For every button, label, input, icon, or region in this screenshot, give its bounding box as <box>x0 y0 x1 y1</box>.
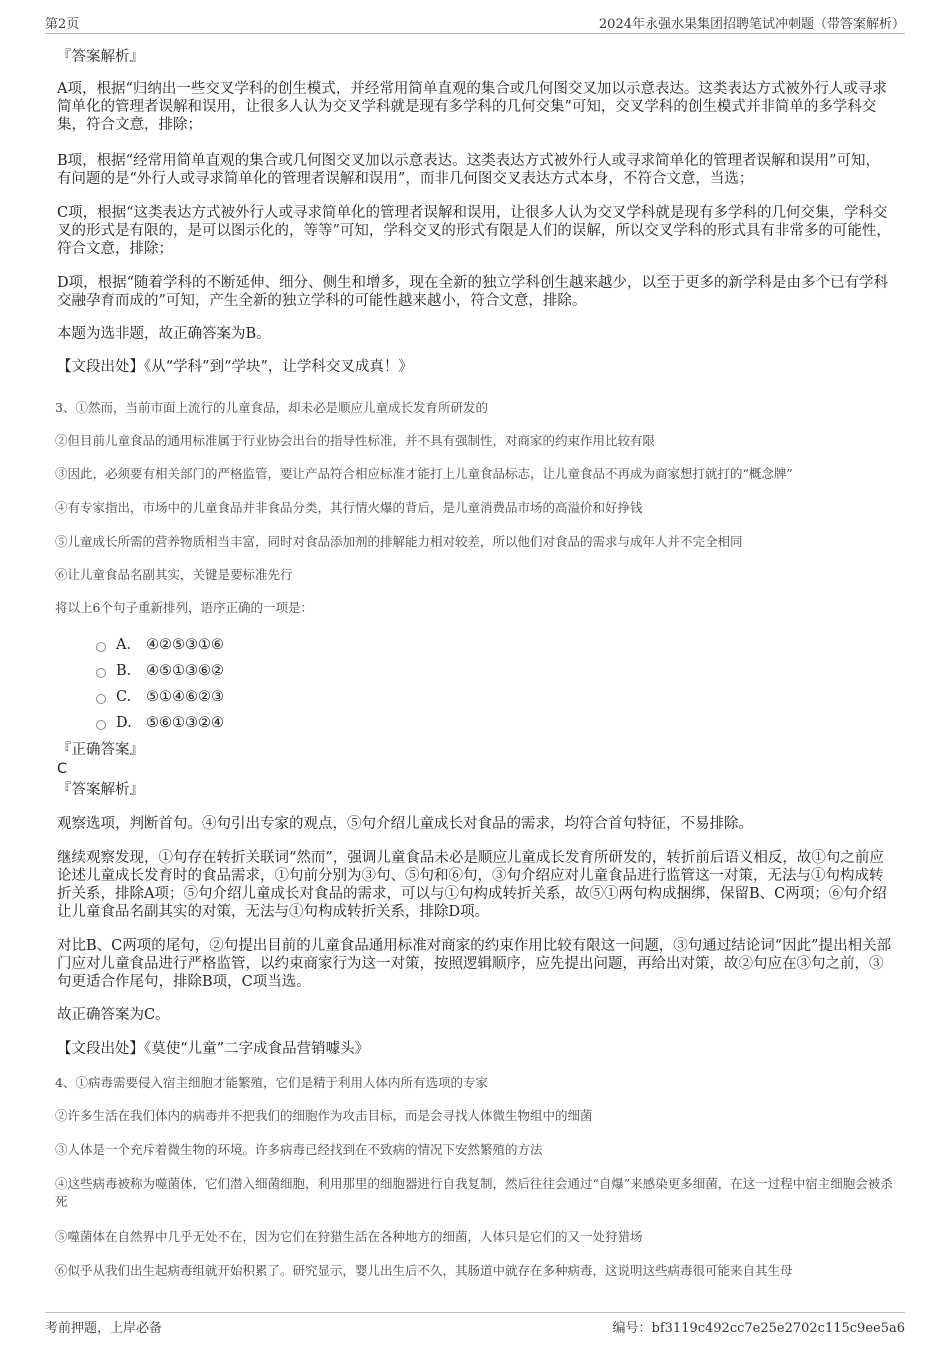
analysis-para-d: D项，根据“随着学科的不断延伸、细分、侧生和增多，现在全新的独立学科创生越来越少，以至于更多的新学科是由多个已有学科交融孕育而成的”可知，产生全新的独立学科的可能性越来越小，符合文意，排除。 <box>57 275 889 309</box>
correct-answer-value: C <box>57 761 68 777</box>
q3-analysis-para-1: 观察选项，判断首句。④句引出专家的观点，⑤句介绍儿童成长对食品的需求，均符合首句特征，不易排除。 <box>57 816 753 832</box>
analysis-para-c: C项，根据“这类表达方式被外行人或寻求简单化的管理者误解和误用，让很多人认为交叉学科就是现有多学科的几何交集，学科交叉的形式是有限的，是可以图示化的，等等”可知，学科交叉的形式有限是人们的误解，所以交叉学科的形式具有非常多的可能性，符合文意，排除； <box>57 205 891 257</box>
q3-sentence-1: 3、①然而，当前市面上流行的儿童食品，却未必是顺应儿童成长发育所研发的 <box>55 400 488 415</box>
page-footer <box>45 1312 905 1337</box>
q3-analysis-para-2: 继续观察发现，①句存在转折关联词“然而”，强调儿童食品未必是顺应儿童成长发育所研发的，转折前后语义相反，故①句之前应论述儿童成长发育时的食品需求，①句前分别为③句、⑤句和⑥句，③句介绍应对儿童食品进行监管这一对策，无法与①句构成转折关系，排除A项；⑤句介绍儿童成长对食品的需求，可以与①句构成转折关系，故⑤①两句构成捆绑，保留B、C两项；⑥句介绍让儿童食品名副其实的对策，无法与①句构成转折关系，排除D项。 <box>57 850 887 920</box>
radio-icon[interactable] <box>96 668 106 678</box>
option-c[interactable] <box>96 688 224 706</box>
q3-analysis-conclusion: 故正确答案为C。 <box>57 1007 170 1023</box>
document-title: 2024年永强水果集团招聘笔试冲刺题（带答案解析） <box>598 17 905 32</box>
option-key: A． <box>116 637 141 653</box>
radio-icon[interactable] <box>96 720 106 730</box>
correct-answer-label: 『正确答案』 <box>57 742 144 758</box>
analysis-para-a: A项，根据“归纳出一些交叉学科的创生模式，并经常用简单直观的集合或几何图交叉加以示意表达。这类表达方式被外行人或寻求简单化的管理者误解和误用，让很多人认为交叉学科就是现有多学科的几何交集”可知，交叉学科的创生模式并非简单的多学科交集，符合文意，排除； <box>57 81 887 133</box>
option-value: ⑤⑥①③②④ <box>146 715 224 731</box>
q3-sentence-2: ②但目前儿童食品的通用标准属于行业协会出台的指导性标准，并不具有强制性，对商家的约束作用比较有限 <box>55 433 656 448</box>
q4-sentence-1: 4、①病毒需要侵入宿主细胞才能繁殖，它们是精于利用人体内所有选项的专家 <box>55 1075 488 1090</box>
q3-sentence-4: ④有专家指出，市场中的儿童食品并非食品分类，其行情火爆的背后，是儿童消费品市场的高溢价和好挣钱 <box>55 500 643 515</box>
q3-sentence-6: ⑥让儿童食品名副其实，关键是要标准先行 <box>55 567 293 582</box>
q4-sentence-3: ③人体是一个充斥着微生物的环境。许多病毒已经找到在不致病的情况下安然繁殖的方法 <box>55 1142 543 1157</box>
q3-source-citation: 【文段出处】《莫使“儿童”二字成食品营销噱头》 <box>57 1041 370 1057</box>
option-value: ④②⑤③①⑥ <box>146 637 224 653</box>
radio-icon[interactable] <box>96 694 106 704</box>
analysis-label: 『答案解析』 <box>57 782 144 798</box>
q4-sentence-6: ⑥似乎从我们出生起病毒组就开始积累了。研究显示，婴儿出生后不久，其肠道中就存在多种病毒，这说明这些病毒很可能来自其生母 <box>55 1263 793 1278</box>
option-a[interactable] <box>96 636 224 654</box>
page-number: 第2页 <box>45 17 80 32</box>
q4-sentence-2: ②许多生活在我们体内的病毒并不把我们的细胞作为攻击目标，而是会寻找人体微生物组中的细菌 <box>55 1108 593 1123</box>
document-code: 编号：bf3119c492cc7e25e2702c115c9ee5a6 <box>612 1321 905 1336</box>
radio-icon[interactable] <box>96 642 106 652</box>
option-value: ⑤①④⑥②③ <box>146 689 224 705</box>
option-key: C. <box>116 689 132 705</box>
analysis-label: 『答案解析』 <box>57 49 144 65</box>
option-value: ④⑤①③⑥② <box>146 663 224 679</box>
q3-sentence-5: ⑤儿童成长所需的营养物质相当丰富，同时对食品添加剂的排解能力相对较差，所以他们对食品的需求与成年人并不完全相同 <box>55 534 743 549</box>
q4-sentence-5: ⑤噬菌体在自然界中几乎无处不在，因为它们在狩猎生活在各种地方的细菌，人体只是它们的又一处狩猎场 <box>55 1229 643 1244</box>
footer-slogan: 考前押题，上岸必备 <box>45 1321 163 1336</box>
q3-analysis-para-3: 对比B、C两项的尾句，②句提出目前的儿童食品通用标准对商家的约束作用比较有限这一问题，③句通过结论词“因此”提出相关部门应对儿童食品进行严格监管，以约束商家行为这一对策，按照逻辑顺序，应先提出问题，再给出对策，故②句应在③句之前，③句更适合作尾句，排除B项，C项当选。 <box>57 938 892 990</box>
analysis-conclusion: 本题为选非题，故正确答案为B。 <box>57 326 271 342</box>
option-b[interactable] <box>96 662 224 680</box>
option-key: D. <box>116 715 132 731</box>
analysis-para-b: B项，根据“经常用简单直观的集合或几何图交叉加以示意表达。这类表达方式被外行人或寻求简单化的管理者误解和误用”可知，有问题的是“外行人或寻求简单化的管理者误解和误用”，而非几何图交叉表达方式本身，不符合文意，当选； <box>57 153 880 187</box>
page-header <box>45 13 905 34</box>
q4-sentence-4: ④这些病毒被称为噬菌体，它们潜入细菌细胞，利用那里的细胞器进行自我复制，然后往往会通过“自爆”来感染更多细菌，在这一过程中宿主细胞会被杀死 <box>55 1176 893 1209</box>
option-key: B. <box>116 663 132 679</box>
source-citation: 【文段出处】《从“学科”到“学块”，让学科交叉成真！》 <box>57 359 413 375</box>
q3-sentence-3: ③因此，必须要有相关部门的严格监管，要让产品符合相应标准才能打上儿童食品标志，让儿童食品不再成为商家想打就打的“概念牌” <box>55 466 793 481</box>
option-d[interactable] <box>96 714 224 732</box>
q3-prompt: 将以上6个句子重新排列，语序正确的一项是： <box>55 600 313 615</box>
